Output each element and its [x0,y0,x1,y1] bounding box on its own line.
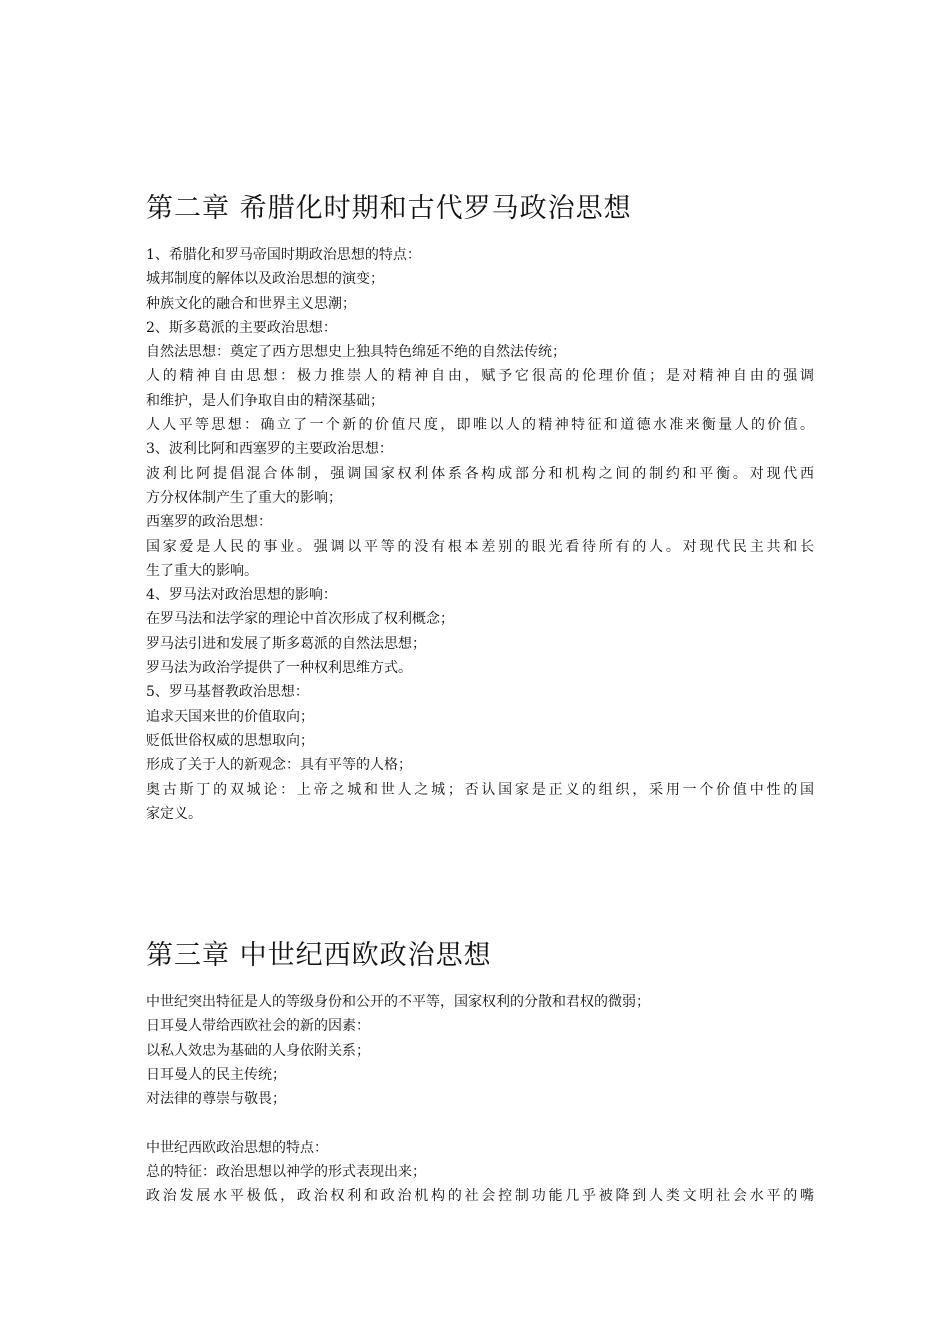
text-line: 5、罗马基督教政治思想： [146,684,309,701]
text-line: 1、希腊化和罗马帝国时期政治思想的特点： [146,247,421,263]
text-line: 罗马法为政治学提供了一种权利思维方式。 [146,660,412,677]
chapter-2-body [146,243,814,826]
text-line: 中世纪突出特征是人的等级身份和公开的不平等，国家权利的分散和君权的微弱； [146,994,650,1010]
text-line: 人的精神自由思想：极力推崇人的精神自由，赋予它很高的伦理价值；是对精神自由的强调 [146,368,814,385]
text-line: 国家爱是人民的事业。强调以平等的没有根本差别的眼光看待所有的人。对现代民主共和长 [146,538,814,555]
text-line: 日耳曼人的民主传统； [146,1066,286,1083]
text-line: 城邦制度的解体以及政治思想的演变； [146,271,384,288]
text-line: 2、斯多葛派的主要政治思想： [146,319,337,336]
text-line: 4、罗马法对政治思想的影响： [146,587,337,604]
text-line: 日耳曼人带给西欧社会的新的因素： [146,1018,370,1035]
text-line: 方分权体制产生了重大的影响； [146,489,342,506]
text-line: 贬低世俗权威的思想取向； [146,732,314,749]
text-line: 和维护，是人们争取自由的精深基础； [146,392,384,409]
text-line: 以私人效忠为基础的人身依附关系； [146,1042,370,1059]
text-line: 种族文化的融合和世界主义思潮； [146,295,356,312]
chapter-3-body [146,990,814,1209]
paragraph-gap [146,1111,814,1135]
chapter-2-title: 第二章 希腊化时期和古代罗马政治思想 [146,193,632,224]
text-line: 中世纪西欧政治思想的特点： [146,1139,328,1156]
text-line: 自然法思想：奠定了西方思想史上独具特色绵延不绝的自然法传统； [146,344,566,361]
text-line: 3、波利比阿和西塞罗的主要政治思想： [146,441,393,458]
text-line: 波利比阿提倡混合体制，强调国家权利体系各构成部分和机构之间的制约和平衡。对现代西 [146,465,814,482]
text-line: 政治发展水平极低，政治权利和政治机构的社会控制功能几乎被降到人类文明社会水平的嘴 [146,1188,814,1205]
text-line: 西塞罗的政治思想： [146,514,272,531]
text-line: 形成了关于人的新观念：具有平等的人格； [146,757,412,774]
text-line: 总的特征：政治思想以神学的形式表现出来； [146,1164,426,1181]
text-line: 在罗马法和法学家的理论中首次形成了权利概念； [146,611,454,628]
chapter-3-title: 第三章 中世纪西欧政治思想 [146,940,492,971]
text-line: 生了重大的影响。 [146,562,258,579]
text-line: 对法律的尊崇与敬畏； [146,1091,286,1108]
text-line: 家定义。 [146,805,202,822]
text-line: 人人平等思想：确立了一个新的价值尺度，即唯以人的精神特征和道德水准来衡量人的价值。 [146,417,814,434]
text-line: 奥古斯丁的双城论：上帝之城和世人之城；否认国家是正义的组织，采用一个价值中性的国 [146,781,814,798]
text-line: 追求天国来世的价值取向； [146,708,314,725]
text-line: 罗马法引进和发展了斯多葛派的自然法思想； [146,635,426,652]
